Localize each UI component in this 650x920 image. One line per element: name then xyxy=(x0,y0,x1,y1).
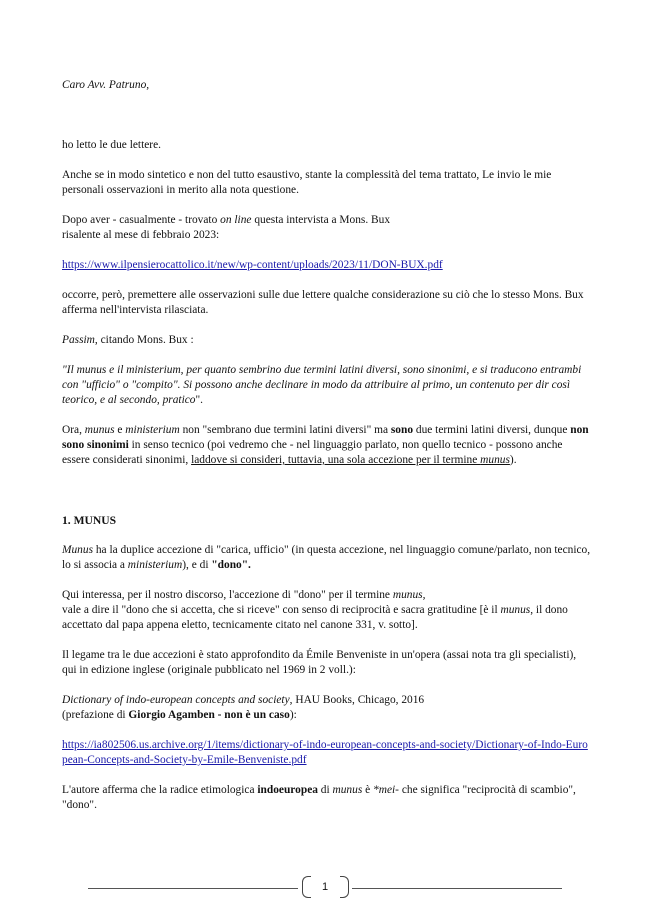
link-interview-pdf[interactable] xyxy=(62,258,592,273)
greeting: Caro Avv. Patruno, xyxy=(62,79,150,91)
paragraph-11: L'autore afferma che la radice etimologica indoeuropea di munus è *mei- che significa "reciprocità di scambio", "dono". xyxy=(62,784,576,811)
link-interview-pdf-anchor[interactable]: https://www.ilpensierocattolico.it/new/wp-content/uploads/2023/11/DON-BUX.pdf xyxy=(62,259,443,271)
paragraph-8: Qui interessa, per il nostro discorso, l'accezione di "dono" per il termine munus, vale a dire il "dono che si accetta, che si riceve" con senso di reciprocità e sacra gratitudine [è il munus, il dono accettato dal papa appena eletto, tecnicamente citato nel canone 331, v. sotto]. xyxy=(62,589,568,631)
footer-rule-right xyxy=(352,888,562,889)
paragraph-10: Dictionary of indo-european concepts and society, HAU Books, Chicago, 2016 (prefazione di Giorgio Agamben - non è un caso): xyxy=(62,694,425,721)
paragraph-2: Anche se in modo sintetico e non del tutto esaustivo, stante la complessità del tema trattato, Le invio le mie personali osservazioni in merito alla nota questione. xyxy=(62,169,552,196)
footer-rule-left xyxy=(88,888,298,889)
paragraph-7: Munus ha la duplice accezione di "carica, ufficio" (in questa accezione, nel linguaggio comune/parlato, non tecnico, lo si associa a ministerium), e di "dono". xyxy=(62,544,591,571)
link-benveniste-pdf[interactable] xyxy=(62,738,592,768)
paragraph-9: Il legame tra le due accezioni è stato approfondito da Émile Benveniste in un'opera (assai nota tra gli specialisti), qui in edizione inglese (originale pubblicato nel 1969 in 2 voll.): xyxy=(62,649,577,676)
footer-bracket-right xyxy=(340,876,349,898)
document-body xyxy=(62,78,592,813)
link-benveniste-pdf-anchor[interactable]: https://ia802506.us.archive.org/1/items/dictionary-of-indo-european-concepts-and-society/Dictionary-of-Indo-European-Concepts-and-Society-by-Emile-Benveniste.pdf xyxy=(62,739,588,766)
paragraph-6: Ora, munus e ministerium non "sembrano due termini latini diversi" ma sono due termini latini diversi, dunque non sono sinonimi in senso tecnico (poi vedremo che - nel linguaggio parlato, non quello tecnico - possono anche essere considerati sinonimi, laddove si consideri, tuttavia, una sola accezione per il termine munus). xyxy=(62,424,589,466)
paragraph-1: ho letto le due lettere. xyxy=(62,139,161,151)
quote-bux: "Il munus e il ministerium, per quanto sembrino due termini latini diversi, sono sinonimi, e si traducono entrambi con "ufficio" o "compito". Si possono anche declinare in modo da attribuire al primo, un contenuto per dir così teorico, e al secondo, pratico". xyxy=(62,364,582,406)
paragraph-4: occorre, però, premettere alle osservazioni sulle due lettere qualche considerazione su ciò che lo stesso Mons. Bux afferma nell'intervista rilasciata. xyxy=(62,289,584,316)
section-title-munus: 1. MUNUS xyxy=(62,514,117,527)
paragraph-5: Passim, citando Mons. Bux : xyxy=(62,334,194,346)
paragraph-3: Dopo aver - casualmente - trovato on line questa intervista a Mons. Bux risalente al mese di febbraio 2023: xyxy=(62,214,391,241)
page-footer xyxy=(0,873,650,903)
page-number: 1 xyxy=(321,881,329,893)
